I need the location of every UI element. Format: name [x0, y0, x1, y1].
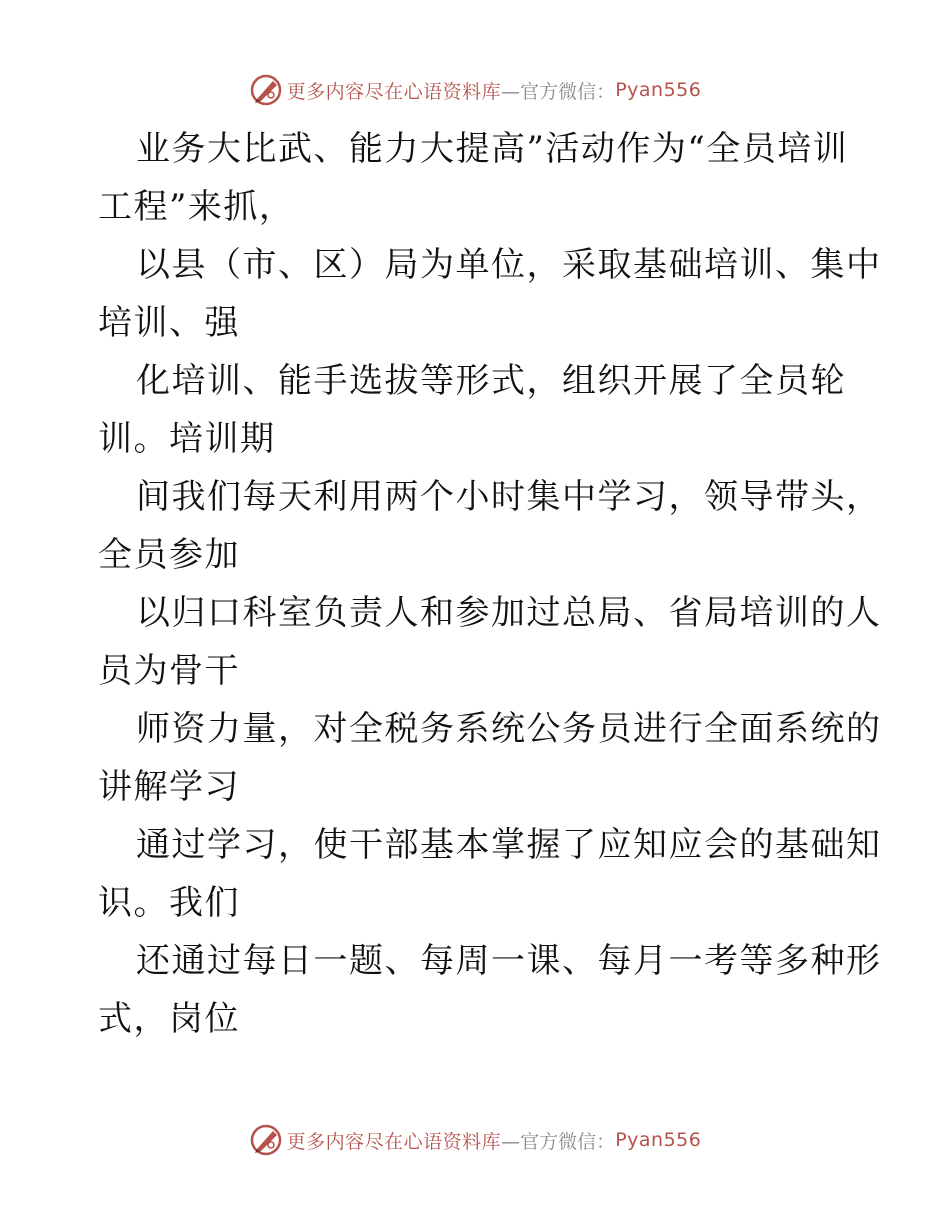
body-line-15: 还通过每日一题、每周一课、每月一考等多种形 [136, 941, 882, 981]
body-line-14: 识。我们 [98, 883, 240, 923]
pen-logo-icon [249, 73, 283, 107]
body-line-16: 式，岗位 [98, 999, 240, 1039]
body-line-2: 工程”来抓， [98, 187, 295, 227]
header-wechat-id: Pyan556 [615, 79, 702, 101]
body-line-4: 培训、强 [98, 303, 240, 343]
body-line-1: 业务大比武、能力大提高”活动作为“全员培训 [136, 129, 849, 169]
header-official-text: —官方微信： [501, 80, 616, 103]
document-body [98, 120, 882, 1048]
body-line-13: 通过学习，使干部基本掌握了应知应会的基础知 [136, 825, 882, 865]
body-line-10: 员为骨干 [98, 651, 240, 691]
body-line-6: 训。培训期 [98, 419, 276, 459]
footer-wechat-id: Pyan556 [615, 1129, 702, 1151]
body-line-7: 间我们每天利用两个小时集中学习，领导带头， [136, 477, 882, 517]
footer-watermark [0, 1120, 950, 1160]
body-line-11: 师资力量，对全税务系统公务员进行全面系统的 [136, 709, 882, 749]
body-line-5: 化培训、能手选拔等形式，组织开展了全员轮 [136, 361, 846, 401]
footer-brand-text: 更多内容尽在心语资料库 [286, 1130, 502, 1153]
header-brand-text: 更多内容尽在心语资料库 [286, 80, 502, 103]
body-line-9: 以归口科室负责人和参加过总局、省局培训的人 [136, 593, 882, 633]
footer-official-text: —官方微信： [501, 1130, 616, 1153]
body-line-12: 讲解学习 [98, 767, 240, 807]
body-line-8: 全员参加 [98, 535, 240, 575]
pen-logo-icon [249, 1123, 283, 1157]
body-line-3: 以县（市、区）局为单位，采取基础培训、集中 [136, 245, 882, 285]
header-watermark [0, 70, 950, 110]
